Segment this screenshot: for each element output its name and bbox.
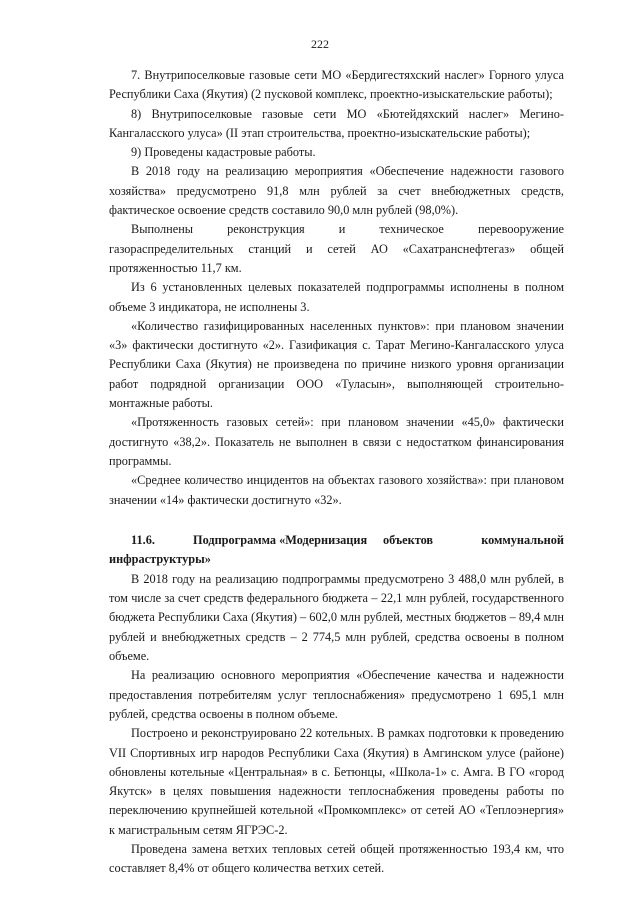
- section-heading: [109, 531, 564, 570]
- section-title-part: коммунальной: [481, 532, 564, 547]
- paragraph: «Протяженность газовых сетей»: при плановом значении «45,0» фактически достигнуто «38,2». Показатель не выполнен в связи с недостатком финансирования программы.: [109, 415, 564, 468]
- paragraph: В 2018 году на реализацию подпрограммы предусмотрено 3 488,0 млн рублей, в том числе за счет средств федерального бюджета – 22,1 млн рублей, государственного бюджета Республики Саха (Якутия) – 602,0 млн рублей, местных бюджетов – 89,4 млн рублей и внебюджетных средств – 2 774,5 млн рублей, средства освоены в полном объеме.: [109, 571, 564, 664]
- paragraph: Проведена замена ветхих тепловых сетей общей протяженностью 193,4 км, что составляет 8,4% от общего количества ветхих сетей.: [109, 841, 564, 876]
- paragraph: 7. Внутрипоселковые газовые сети МО «Бердигестяхский наслег» Горного улуса Республики Саха (Якутия) (2 пусковой комплекс, проектно-изыскательские работы);: [109, 68, 564, 102]
- paragraph: «Количество газифицированных населенных пунктов»: при плановом значении «3» фактически достигнуто «2». Газификация с. Тарат Мегино-Кангаласского улуса Республики Саха (Якутия) не произведена по причине низкого уровня организации работ подрядной организации ООО «Туласын», выполняющей строительно-монтажные работы.: [109, 318, 564, 411]
- paragraph: В 2018 году на реализацию мероприятия «Обеспечение надежности газового хозяйства» предусмотрено 91,8 млн рублей за счет внебюджетных средств, фактическое освоение средств составило 90,0 млн рублей (98,0%).: [109, 164, 564, 218]
- paragraph: На реализацию основного мероприятия «Обеспечение качества и надежности предоставления потребителям услуг теплоснабжения» предусмотрено 1 695,1 млн рублей, средства освоены в полном объеме.: [109, 668, 564, 721]
- section-title-part: объектов: [383, 532, 434, 547]
- paragraph: Из 6 установленных целевых показателей подпрограммы исполнены в полном объеме 3 индикатора, не исполнены 3.: [109, 280, 564, 314]
- section-title-part: инфраструктуры»: [109, 551, 211, 566]
- section-number: 11.6.: [131, 532, 155, 547]
- section-title-part: Подпрограмма «Модернизация: [193, 532, 368, 547]
- page-number: 222: [311, 37, 329, 51]
- paragraph: Выполнены реконструкция и техническое перевооружение газораспределительных станций и сетей АО «Сахатранснефтегаз» общей протяженностью 11,7 км.: [109, 222, 564, 275]
- paragraph: 8) Внутрипоселковые газовые сети МО «Бютейдяхский наслег» Мегино-Кангаласского улуса» (II этап строительства, проектно-изыскательские работы);: [109, 106, 564, 140]
- paragraph: 9) Проведены кадастровые работы.: [131, 145, 316, 160]
- body-text: [109, 66, 564, 879]
- paragraph: «Среднее количество инцидентов на объектах газового хозяйства»: при плановом значении «14» фактически достигнуто «32».: [109, 473, 564, 507]
- paragraph: Построено и реконструировано 22 котельных. В рамках подготовки к проведению VII Спортивных игр народов Республики Саха (Якутия) в Амгинском улусе (районе) обновлены котельные «Центральная» в с. Бетюнцы, «Школа-1» с. Амга. В ГО «город Якутск» в целях повышения надежности теплоснабжения проведены работы по переключению крупнейшей котельной «Промкомплекс» от сетей АО «Теплоэнергия» к магистральным сетям ЯГРЭС-2.: [109, 726, 564, 837]
